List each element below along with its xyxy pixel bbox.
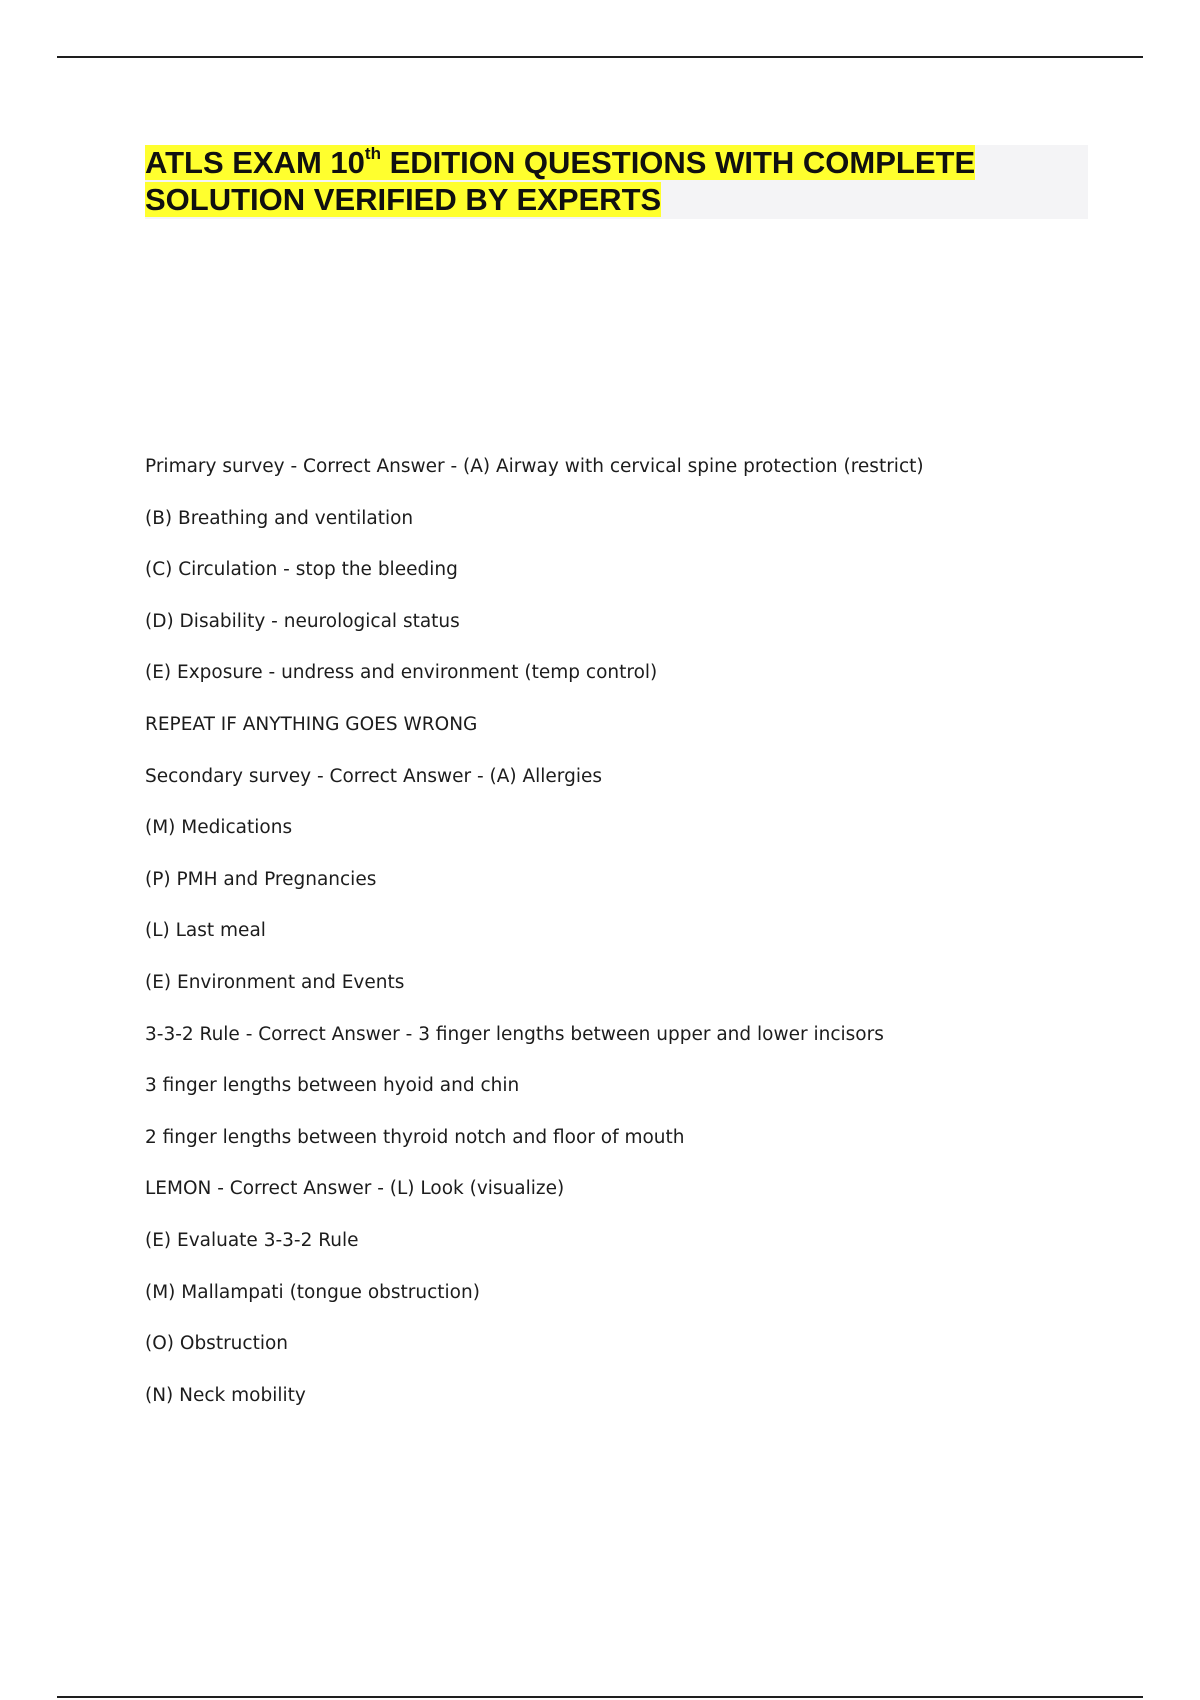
title-line-2: [145, 182, 661, 218]
body-line: (N) Neck mobility: [145, 1384, 306, 1406]
body-line: (E) Environment and Events: [145, 971, 405, 993]
document-title: [145, 145, 1088, 219]
body-line: (L) Last meal: [145, 920, 266, 942]
body-line: LEMON - Correct Answer - (L) Look (visualize): [145, 1178, 565, 1200]
body-line: 3 finger lengths between hyoid and chin: [145, 1075, 520, 1097]
body-line: (C) Circulation - stop the bleeding: [145, 559, 458, 581]
title-superscript: th: [364, 143, 381, 163]
body-line: (B) Breathing and ventilation: [145, 507, 414, 529]
header-rule: [57, 56, 1143, 58]
footer-rule: [57, 1696, 1143, 1698]
body-line: (M) Mallampati (tongue obstruction): [145, 1281, 480, 1303]
body-line: (E) Evaluate 3-3-2 Rule: [145, 1229, 359, 1251]
body-line: REPEAT IF ANYTHING GOES WRONG: [145, 713, 478, 735]
body-line: (P) PMH and Pregnancies: [145, 868, 377, 890]
title-text-before: ATLS EXAM 10: [145, 145, 365, 180]
body-line: (M) Medications: [145, 817, 293, 839]
body-line: Primary survey - Correct Answer - (A) Airway with cervical spine protection (restrict): [145, 456, 924, 477]
document-body: [145, 452, 924, 1432]
title-text-after: EDITION QUESTIONS WITH COMPLETE: [380, 145, 976, 180]
body-line: 3-3-2 Rule - Correct Answer - 3 finger lengths between upper and lower incisors: [145, 1023, 884, 1045]
body-line: (O) Obstruction: [145, 1333, 289, 1355]
title-line-1: [145, 145, 975, 181]
body-line: (E) Exposure - undress and environment (temp control): [145, 662, 658, 684]
body-line: 2 finger lengths between thyroid notch and floor of mouth: [145, 1126, 685, 1148]
title-text-line-2: SOLUTION VERIFIED BY EXPERTS: [145, 182, 662, 217]
body-line: (D) Disability - neurological status: [145, 610, 460, 632]
body-line: Secondary survey - Correct Answer - (A) Allergies: [145, 765, 602, 787]
